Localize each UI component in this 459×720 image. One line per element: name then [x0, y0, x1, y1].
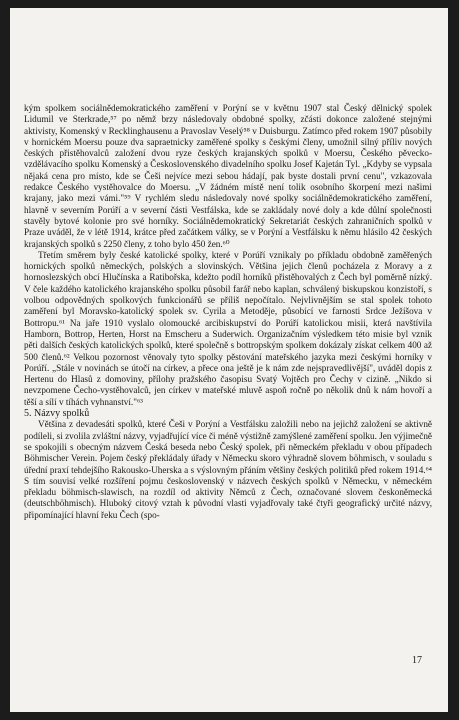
page-number: 17	[412, 655, 422, 666]
body-text	[24, 103, 432, 521]
section-heading: 5. Názvy spolků	[24, 408, 90, 420]
paragraph: Většina z devadesáti spolků, které Češi v Porýní a Vestfálsku založili nebo na jejichž založení se aktivně podíleli, si zvolila zvláštní názvy, vyjadřující více či méně výstižně zamýšlené zaměření spolku. Jen výjimečně se spokojili s obecným názvem Česká beseda nebo Český spolek, při německém překladu v obou případech Böhmischer Verein. Pojem český překládaly úřady v Německu skoro výhradně slovem böhmisch, v souladu s úřední praxí tehdejšího Rakousko-Uherska a s výslovným přáním většiny českých politiků před rokem 1914.⁶⁴ S tím souvisí velké rozšíření pojmu československý v názvech českých spolků v Německu, v německém překladu böhmisch-slawisch, na rozdíl od aktivity Němců z Čech, označované slovem českoněmecká (deutschböhmisch). Hluboký citový vztah k původní vlasti vyjadřovaly také čtyři geografický určité názvy, připomínající hlavní řeku Čech (spo-	[24, 419, 432, 520]
paragraph: kým spolkem sociálnědemokratického zaměření v Porýní se v květnu 1907 stal Český dělnický spolek Lidumil ve Sterkrade,⁵⁷ po němž brzy následovaly obdobné spolky, zčásti dokonce založené stejnými aktivisty, Komenský v Recklinghausenu a Pravoslav Veselý⁵⁸ v Duisburgu. Zatímco před rokem 1907 působily v hornickém Moersu pouze dva sapraetnicky zaměřené spolky s českými členy, umožnil silný příliv nových českých přistěhovalců založení dvou ryze českých krajanských spolků v Moersu, Českého pěvecko-vzdělávacího spolku Komenský a Československého divadelního spolku Josef Kajetán Tyl. „Kdyby se vypsala nějaká cena pro místo, kde se Češi nejvíce mezi sebou hádají, pak byste dostali první cenu", vzkazovala redakce Českého vystěhovalce do Moersu. „V žádném místě není tolik osobního škorpení mezi našimi krajany, jako mezi vámi."⁵⁹ V rychlém sledu následovaly nové spolky sociálnědemokratického zaměření, hlavně v severním Porúří a v severní části Vestfálska, kde se zakládaly nové doly a kde důlní společnosti stavěly bytové kolonie pro své horníky. Sociálnědemokratický Sekretariát českých zahraničních spolků v Praze uváděl, že v létě 1914, krátce před začátkem války, se v Porýní a Vestfálsku k němu hlásilo 42 českých krajanských spolků s 2250 členy, z toho bylo 450 žen.⁶⁰	[24, 103, 432, 249]
document-page	[10, 8, 448, 712]
paragraph: Třetím směrem byly české katolické spolky, které v Porúří vznikaly po příkladu obdobně zaměřených hornických spolků německých, polských a slovinských. Většina jejich členů pocházela z Moravy a z hornoslezských obcí Hlučínska a Ratibořska, kdežto podíl horníků přistěhovalých z Čech byl poměrně nízký. V čele každého katolického krajanského spolku působil farář nebo kaplan, schválený biskupskou konzistoří, s volbou odpovědných spolkových funkcionářů se příliš nepočítalo. Nejvlivnějším se stal spolek tohoto zaměření byl Moravsko-katolický spolek sv. Cyrila a Metoděje, působící ve farnosti Srdce Ježíšova v Bottropu.⁶¹ Na jaře 1910 vyslalo olomoucké arcibiskupství do Porúří katolickou misii, která navštívila Hamborn, Bottrop, Herten, Horst na Emscheru a Suderwich. Organizačním výsledkem této misie byl vznik pěti dalších českých katolických spolků, které společně s bottropským spolkem dokázaly získat celkem 400 až 500 členů.⁶² Velkou pozornost věnovaly tyto spolky pěstování mateřského jazyka mezi českými horníky v Porúří. „Stále v novinách se útočí na církev, a přece ona ještě je k nám zde nejspravedlivější", uváděl dopis z Hertenu do Hlasů z domoviny, přílohy pražského časopisu Svatý Vojtěch pro Čechy v cizině. „Nikdo si nevzpomene Čecho-vystěhovalců, jen církev v mateřské mluvě aspoň ročně po několik dnů k nám hovoří a těší a sílí v tíhách vyhnanství."⁶³	[24, 249, 432, 407]
